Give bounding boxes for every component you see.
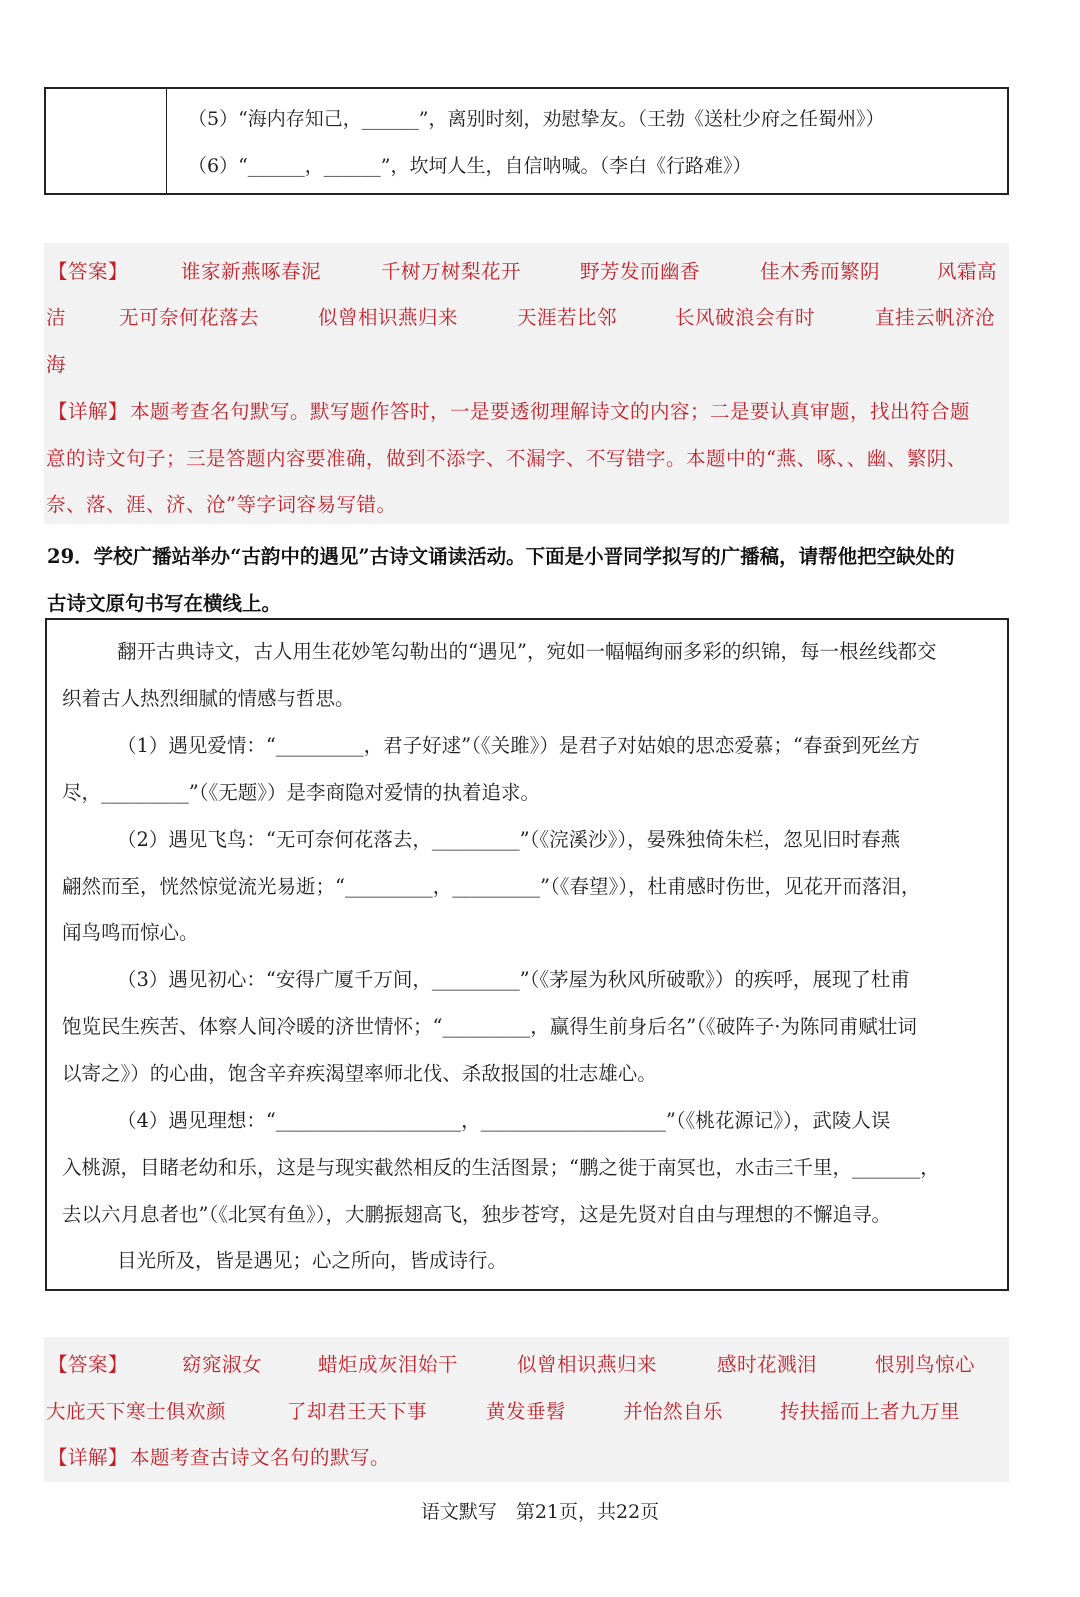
- answer-block-29: [44, 1337, 1009, 1482]
- answer-item: 似曾相识燕归来: [517, 1353, 658, 1376]
- answer-block-28: [44, 243, 1009, 524]
- passage-line: 织着古人热烈细腻的情感与哲思。: [62, 687, 355, 710]
- question-line-6: （6）“______，______”，坎坷人生，自信呐喊。（李白《行路难》）: [188, 155, 752, 177]
- answer-item: 恨别鸟惊心: [875, 1353, 976, 1376]
- passage-line: 饱览民生疾苦、体察人间冷暖的济世情怀；“_________，赢得生前身后名”（《破阵子·为陈同甫赋壮词: [62, 1015, 917, 1038]
- table-left-cell: [46, 89, 167, 193]
- passage-line: （3）遇见初心：“安得广厦千万间，_________”（《茅屋为秋风所破歌》）的疾呼，展现了杜甫: [117, 968, 910, 991]
- answer-item: 窈窕淑女: [182, 1353, 263, 1376]
- answer-item: 黄发垂髫: [486, 1400, 567, 1423]
- answer-item: 野芳发而幽香: [580, 260, 701, 283]
- detail-tag: 【详解】: [48, 1446, 129, 1469]
- answer-item: 天涯若比邻: [517, 306, 618, 329]
- top-table: [44, 87, 1009, 195]
- answer-item: 蜡炬成灰泪始干: [318, 1353, 459, 1376]
- answer-item: 长风破浪会有时: [675, 306, 816, 329]
- detail-line: 本题考查名句默写。默写题作答时，一是要透彻理解诗文的内容；二是要认真审题，找出符合题: [130, 400, 971, 423]
- passage-line: 以寄之》）的心曲，饱含辛弃疾渴望率师北伐、杀敌报国的壮志雄心。: [62, 1062, 657, 1085]
- passage-box: [45, 618, 1009, 1291]
- answer-item: 大庇天下寒士俱欢颜: [46, 1400, 227, 1423]
- answer-item: 了却君王天下事: [287, 1400, 428, 1423]
- passage-line: 尽，_________”（《无题》）是李商隐对爱情的执着追求。: [62, 781, 540, 804]
- passage-line: 去以六月息者也”（《北冥有鱼》），大鹏振翅高飞，独步苍穹，这是先贤对自由与理想的不懈追寻。: [62, 1203, 891, 1226]
- question-29-line: 29．学校广播站举办“古韵中的遇见”古诗文诵读活动。下面是小晋同学拟写的广播稿，请帮他把空缺处的: [47, 545, 955, 568]
- answer-tag: 【答案】: [48, 260, 129, 283]
- question-29: [47, 533, 1009, 627]
- answer-item: 似曾相识燕归来: [318, 306, 459, 329]
- answer-item: 直挂云帆济沧: [875, 306, 996, 329]
- answer-item: 谁家新燕啄春泥: [181, 260, 322, 283]
- answer-tag: 【答案】: [48, 1353, 129, 1376]
- detail-line: 奈、落、涯、济、沧”等字词容易写错。: [46, 493, 397, 516]
- answer-item: 感时花溅泪: [717, 1353, 818, 1376]
- answer-item: 抟扶摇而上者九万里: [780, 1400, 961, 1423]
- passage-line: 入桃源，目睹老幼和乐，这是与现实截然相反的生活图景；“鹏之徙于南冥也，水击三千里，_______，: [62, 1156, 940, 1179]
- answer-item: 并怡然自乐: [623, 1400, 724, 1423]
- answer-item: 风霜高: [937, 260, 998, 283]
- page-footer: 语文默写 第21页，共22页: [420, 1501, 660, 1523]
- passage-line: （2）遇见飞鸟：“无可奈何花落去，_________”（《浣溪沙》），晏殊独倚朱栏，忽见旧时春燕: [117, 828, 901, 851]
- question-line-5: （5）“海内存知己，______”，离别时刻，劝慰挚友。（王勃《送杜少府之任蜀州》）: [188, 108, 885, 130]
- passage-line: 目光所及，皆是遇见；心之所向，皆成诗行。: [117, 1249, 508, 1272]
- passage-line: 闻鸟鸣而惊心。: [62, 921, 199, 944]
- passage-line: 翩然而至，恍然惊觉流光易逝；“_________，_________”（《春望》），杜甫感时伤世，见花开而落泪，: [62, 875, 921, 898]
- answer-item: 洁: [46, 306, 67, 329]
- answer-item: 佳木秀而繁阴: [760, 260, 881, 283]
- passage-line: 翻开古典诗文，古人用生花妙笔勾勒出的“遇见”，宛如一幅幅绚丽多彩的织锦，每一根丝线都交: [117, 640, 937, 663]
- detail-tag: 【详解】: [48, 400, 129, 423]
- detail-line: 意的诗文句子；三是答题内容要准确，做到不添字、不漏字、不写错字。本题中的“燕、啄、、幽、繁阴、: [46, 447, 967, 470]
- passage-line: （1）遇见爱情：“_________，君子好逑”（《关雎》）是君子对姑娘的思恋爱慕；“春蚕到死丝方: [117, 734, 920, 757]
- passage-line: （4）遇见理想：“___________________，___________________”（《桃花源记》），武陵人误: [117, 1109, 891, 1132]
- answer-item: 无可奈何花落去: [119, 306, 260, 329]
- detail-line: 本题考查古诗文名句的默写。: [130, 1446, 391, 1469]
- answer-item: 海: [46, 353, 67, 376]
- answer-item: 千树万树梨花开: [381, 260, 522, 283]
- question-29-line: 古诗文原句书写在横线上。: [47, 592, 282, 615]
